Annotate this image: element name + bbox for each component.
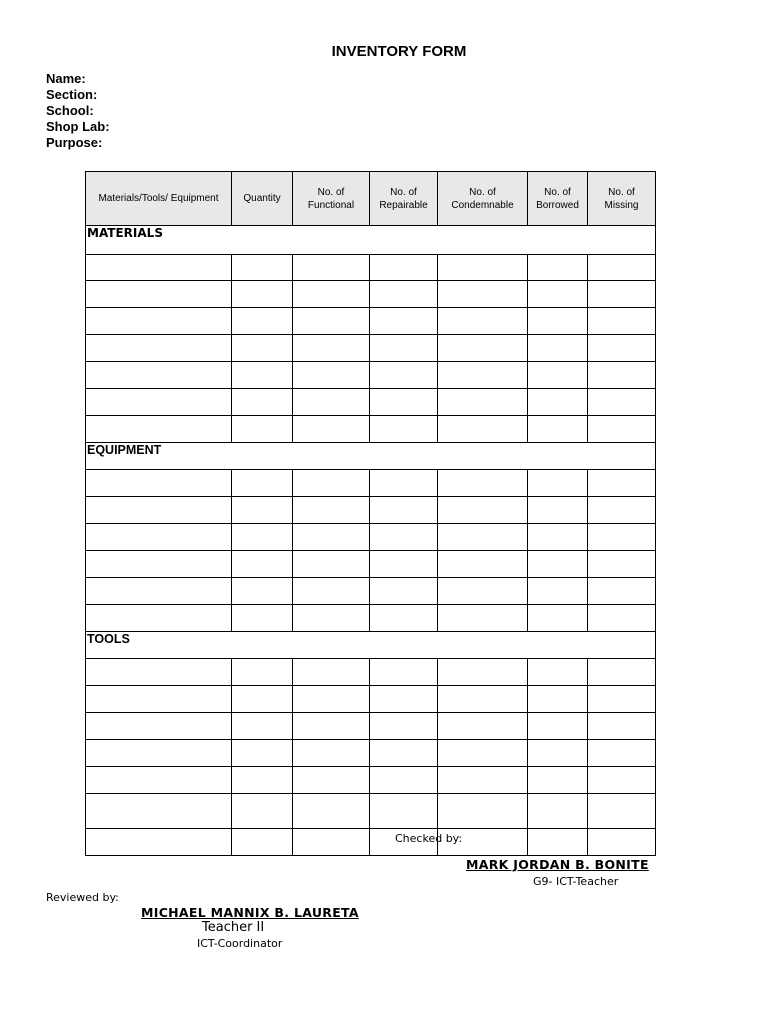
table-row xyxy=(86,686,656,713)
table-cell[interactable] xyxy=(588,767,656,794)
checker-role: G9- ICT-Teacher xyxy=(533,875,619,888)
table-cell[interactable] xyxy=(232,255,293,281)
table-cell[interactable] xyxy=(86,578,232,605)
table-row xyxy=(86,767,656,794)
form-fields xyxy=(46,71,110,151)
table-cell[interactable] xyxy=(528,470,588,497)
table-cell[interactable] xyxy=(232,686,293,713)
table-row xyxy=(86,389,656,416)
header-missing: No. of Missing xyxy=(588,172,656,226)
table-cell[interactable] xyxy=(86,767,232,794)
table-cell[interactable] xyxy=(438,551,528,578)
table-cell[interactable] xyxy=(588,551,656,578)
table-cell[interactable] xyxy=(293,497,370,524)
table-cell[interactable] xyxy=(588,255,656,281)
table-cell[interactable] xyxy=(293,794,370,829)
table-cell[interactable] xyxy=(232,767,293,794)
table-cell[interactable] xyxy=(528,578,588,605)
table-cell[interactable] xyxy=(528,362,588,389)
table-cell[interactable] xyxy=(293,551,370,578)
table-cell[interactable] xyxy=(370,470,438,497)
table-row xyxy=(86,713,656,740)
table-row xyxy=(86,335,656,362)
table-cell[interactable] xyxy=(438,578,528,605)
table-cell[interactable] xyxy=(370,686,438,713)
table-cell[interactable] xyxy=(86,255,232,281)
table-cell[interactable] xyxy=(232,470,293,497)
table-cell[interactable] xyxy=(232,605,293,632)
table-cell[interactable] xyxy=(370,794,438,829)
table-cell[interactable] xyxy=(438,497,528,524)
table-cell[interactable] xyxy=(528,829,588,856)
table-cell[interactable] xyxy=(370,524,438,551)
table-cell[interactable] xyxy=(293,416,370,443)
purpose-field-label: Purpose: xyxy=(46,135,103,150)
table-cell[interactable] xyxy=(232,281,293,308)
table-cell[interactable] xyxy=(86,281,232,308)
table-cell[interactable] xyxy=(588,794,656,829)
table-cell[interactable] xyxy=(232,389,293,416)
table-row xyxy=(86,740,656,767)
table-cell[interactable] xyxy=(528,281,588,308)
table-cell[interactable] xyxy=(588,578,656,605)
table-cell[interactable] xyxy=(438,767,528,794)
table-cell[interactable] xyxy=(528,686,588,713)
checked-by-label: Checked by: xyxy=(395,832,463,845)
table-cell[interactable] xyxy=(588,829,656,856)
table-row xyxy=(86,605,656,632)
table-cell[interactable] xyxy=(438,713,528,740)
table-cell[interactable] xyxy=(232,308,293,335)
table-cell[interactable] xyxy=(293,605,370,632)
table-cell[interactable] xyxy=(528,524,588,551)
table-cell[interactable] xyxy=(86,551,232,578)
table-cell[interactable] xyxy=(370,362,438,389)
table-cell[interactable] xyxy=(588,389,656,416)
table-cell[interactable] xyxy=(438,255,528,281)
table-cell[interactable] xyxy=(86,497,232,524)
header-quantity: Quantity xyxy=(232,172,293,226)
table-cell[interactable] xyxy=(232,740,293,767)
table-cell[interactable] xyxy=(86,829,232,856)
table-cell[interactable] xyxy=(293,767,370,794)
table-cell[interactable] xyxy=(588,740,656,767)
name-field-label: Name: xyxy=(46,71,86,86)
table-cell[interactable] xyxy=(293,389,370,416)
table-cell[interactable] xyxy=(232,829,293,856)
table-cell[interactable] xyxy=(293,740,370,767)
table-cell[interactable] xyxy=(86,308,232,335)
table-cell[interactable] xyxy=(232,551,293,578)
table-cell[interactable] xyxy=(370,389,438,416)
table-cell[interactable] xyxy=(232,578,293,605)
table-cell[interactable] xyxy=(528,551,588,578)
section-row xyxy=(86,226,656,255)
header-borrowed: No. of Borrowed xyxy=(528,172,588,226)
table-cell[interactable] xyxy=(370,659,438,686)
table-cell[interactable] xyxy=(293,578,370,605)
table-cell[interactable] xyxy=(588,659,656,686)
table-cell[interactable] xyxy=(232,659,293,686)
table-row xyxy=(86,470,656,497)
table-row xyxy=(86,362,656,389)
table-cell[interactable] xyxy=(86,416,232,443)
section-field-label: Section: xyxy=(46,87,98,102)
table-cell[interactable] xyxy=(438,416,528,443)
table-cell[interactable] xyxy=(232,497,293,524)
table-cell[interactable] xyxy=(438,794,528,829)
reviewer-position: Teacher II xyxy=(202,920,265,935)
table-row xyxy=(86,829,656,856)
table-cell[interactable] xyxy=(370,767,438,794)
table-cell[interactable] xyxy=(528,335,588,362)
table-cell[interactable] xyxy=(528,767,588,794)
section-label: TOOLS xyxy=(86,632,656,659)
reviewer-role: ICT-Coordinator xyxy=(197,937,283,950)
table-row xyxy=(86,416,656,443)
table-cell[interactable] xyxy=(528,308,588,335)
table-cell[interactable] xyxy=(232,335,293,362)
table-cell[interactable] xyxy=(86,362,232,389)
table-cell[interactable] xyxy=(86,524,232,551)
table-cell[interactable] xyxy=(438,281,528,308)
reviewer-name: MICHAEL MANNIX B. LAURETA xyxy=(141,905,359,920)
table-cell[interactable] xyxy=(86,659,232,686)
table-row xyxy=(86,578,656,605)
checker-name: MARK JORDAN B. BONITE xyxy=(466,857,649,872)
table-cell[interactable] xyxy=(588,686,656,713)
table-cell[interactable] xyxy=(370,281,438,308)
table-cell[interactable] xyxy=(438,740,528,767)
header-condemnable: No. of Condemnable xyxy=(438,172,528,226)
table-cell[interactable] xyxy=(293,308,370,335)
table-cell[interactable] xyxy=(438,362,528,389)
table-cell[interactable] xyxy=(370,308,438,335)
table-cell[interactable] xyxy=(588,416,656,443)
table-row xyxy=(86,524,656,551)
table-cell[interactable] xyxy=(588,335,656,362)
table-cell[interactable] xyxy=(232,362,293,389)
header-materials: Materials/Tools/ Equipment xyxy=(86,172,232,226)
table-cell[interactable] xyxy=(370,578,438,605)
table-cell[interactable] xyxy=(86,686,232,713)
table-cell[interactable] xyxy=(588,497,656,524)
table-cell[interactable] xyxy=(588,281,656,308)
table-cell[interactable] xyxy=(528,740,588,767)
table-cell[interactable] xyxy=(370,605,438,632)
table-cell[interactable] xyxy=(588,470,656,497)
table-cell[interactable] xyxy=(293,470,370,497)
table-cell[interactable] xyxy=(528,389,588,416)
table-cell[interactable] xyxy=(370,416,438,443)
table-cell[interactable] xyxy=(528,713,588,740)
table-cell[interactable] xyxy=(86,713,232,740)
table-cell[interactable] xyxy=(86,794,232,829)
table-cell[interactable] xyxy=(370,551,438,578)
table-cell[interactable] xyxy=(528,416,588,443)
header-functional: No. of Functional xyxy=(293,172,370,226)
table-cell[interactable] xyxy=(370,335,438,362)
table-cell[interactable] xyxy=(232,416,293,443)
table-cell[interactable] xyxy=(293,281,370,308)
table-row xyxy=(86,659,656,686)
table-cell[interactable] xyxy=(293,255,370,281)
section-row xyxy=(86,443,656,470)
section-label: EQUIPMENT xyxy=(86,443,656,470)
reviewed-by-label: Reviewed by: xyxy=(46,891,119,904)
table-cell[interactable] xyxy=(293,524,370,551)
table-cell[interactable] xyxy=(370,713,438,740)
table-cell[interactable] xyxy=(528,794,588,829)
table-cell[interactable] xyxy=(528,659,588,686)
section-row xyxy=(86,632,656,659)
table-cell[interactable] xyxy=(588,605,656,632)
table-body xyxy=(86,226,656,856)
table-row xyxy=(86,255,656,281)
table-cell[interactable] xyxy=(370,497,438,524)
table-cell[interactable] xyxy=(293,713,370,740)
school-field-label: School: xyxy=(46,103,94,118)
header-repairable: No. of Repairable xyxy=(370,172,438,226)
table-cell[interactable] xyxy=(86,470,232,497)
table-cell[interactable] xyxy=(588,362,656,389)
table-cell[interactable] xyxy=(370,255,438,281)
table-cell[interactable] xyxy=(438,389,528,416)
section-label: MATERIALS xyxy=(86,226,656,255)
table-cell[interactable] xyxy=(293,659,370,686)
table-cell[interactable] xyxy=(438,605,528,632)
shop-lab-field-label: Shop Lab: xyxy=(46,119,110,134)
table-row xyxy=(86,281,656,308)
table-cell[interactable] xyxy=(528,497,588,524)
table-cell[interactable] xyxy=(86,605,232,632)
table-cell[interactable] xyxy=(232,524,293,551)
table-cell[interactable] xyxy=(293,362,370,389)
table-cell[interactable] xyxy=(438,470,528,497)
table-cell[interactable] xyxy=(528,255,588,281)
table-cell[interactable] xyxy=(232,794,293,829)
inventory-table xyxy=(85,171,656,856)
table-cell[interactable] xyxy=(588,524,656,551)
table-cell[interactable] xyxy=(438,524,528,551)
table-row xyxy=(86,794,656,829)
table-cell[interactable] xyxy=(86,740,232,767)
table-row xyxy=(86,497,656,524)
table-cell[interactable] xyxy=(438,686,528,713)
table-cell[interactable] xyxy=(438,308,528,335)
table-cell[interactable] xyxy=(232,713,293,740)
table-cell[interactable] xyxy=(370,740,438,767)
table-cell[interactable] xyxy=(528,605,588,632)
table-cell[interactable] xyxy=(438,659,528,686)
table-cell[interactable] xyxy=(293,335,370,362)
table-cell[interactable] xyxy=(86,335,232,362)
table-header-row xyxy=(86,172,656,226)
table-cell[interactable] xyxy=(588,713,656,740)
table-cell[interactable] xyxy=(293,686,370,713)
table-cell[interactable] xyxy=(86,389,232,416)
table-cell[interactable] xyxy=(588,308,656,335)
table-cell[interactable] xyxy=(438,335,528,362)
table-row xyxy=(86,551,656,578)
table-cell[interactable] xyxy=(293,829,370,856)
table-row xyxy=(86,308,656,335)
form-title: INVENTORY FORM xyxy=(331,43,467,60)
